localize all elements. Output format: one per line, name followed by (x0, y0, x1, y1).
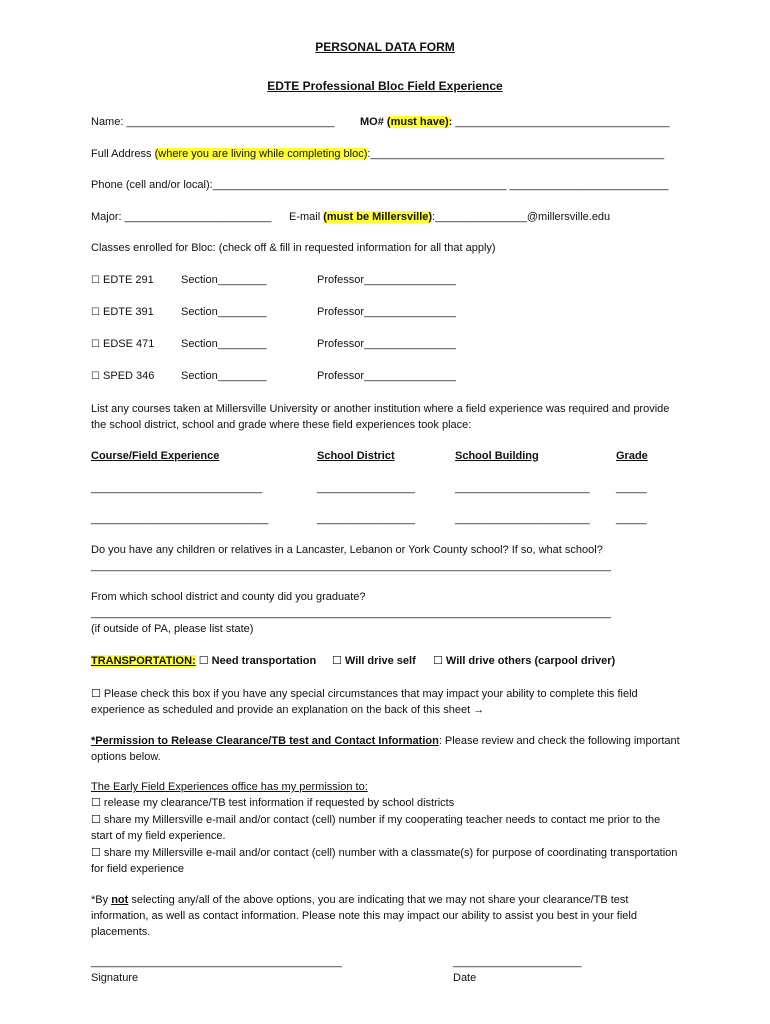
experience-building-field[interactable]: ______________________ (455, 482, 590, 494)
experience-grade-field[interactable]: _____ (616, 513, 647, 525)
permission-paragraph (91, 733, 681, 765)
class-course: EDTE 391 (103, 306, 154, 318)
class-course: SPED 346 (103, 370, 155, 382)
major-row (91, 210, 271, 224)
header-school-district: School District (317, 450, 395, 462)
class-row-sped-346 (91, 369, 154, 384)
relatives-question: Do you have any children or relatives in a Lancaster, Lebanon or York County school? If so, what school? (91, 544, 603, 556)
class-section-field[interactable]: Section________ (181, 370, 267, 382)
transport-need-checkbox[interactable]: ☐ Need transportation (198, 655, 317, 667)
classes-instruction: Classes enrolled for Bloc: (check off & fill in requested information for all that apply) (91, 242, 496, 254)
email-required-note: (must be Millersville) (323, 211, 433, 223)
permission-release-clearance-checkbox[interactable]: ☐ release my clearance/TB test information if requested by school districts (91, 797, 455, 809)
class-professor-field[interactable]: Professor_______________ (317, 306, 456, 318)
permission-share-teacher-checkbox[interactable]: ☐ share my Millersville e-mail and/or contact (cell) number if my cooperating teacher needs to contact me prior to the start of my field experience. (91, 814, 661, 842)
mo-label: MO# (360, 116, 384, 128)
class-row-edse-471 (91, 337, 154, 352)
name-field[interactable]: __________________________________ (126, 116, 335, 128)
transport-drive-others-checkbox[interactable]: ☐ Will drive others (carpool driver) (433, 655, 616, 667)
district-answer-field[interactable]: _____________________________________________________________________________________ (91, 607, 612, 619)
special-circumstances-checkbox[interactable]: ☐ Please check this box if you have any special circumstances that may impact your ability to complete this field experience as scheduled and provide an explanation on the back of this sheet → (91, 688, 638, 716)
class-professor-field[interactable]: Professor_______________ (317, 274, 456, 286)
signature-label: Signature (91, 972, 139, 984)
email-label: E-mail (289, 211, 321, 223)
permission-note: *By not selecting any/all of the above options, you are indicating that we may not share your clearance/TB test information, as well as contact information. Please note this may impact our ability to assist you best in your field placements. (91, 894, 637, 938)
permission-heading: *Permission to Release Clearance/TB test and Contact Information (91, 735, 439, 747)
class-section-field[interactable]: Section________ (181, 274, 267, 286)
class-professor-field[interactable]: Professor_______________ (317, 338, 456, 350)
experience-instruction: List any courses taken at Millersville University or another institution where a field experience was required and provide the school district, school and grade where these field experiences took place: (91, 403, 670, 431)
major-field[interactable]: ________________________ (124, 211, 272, 223)
major-label: Major: (91, 211, 122, 223)
name-label: Name: (91, 116, 124, 128)
checkbox-icon[interactable]: ☐ (91, 371, 100, 382)
date-label: Date (453, 972, 477, 984)
permission-note-emphasis: not (111, 894, 129, 906)
permission-intro: The Early Field Experiences office has my permission to: (91, 781, 368, 793)
experience-course-field[interactable]: ____________________________ (91, 482, 263, 494)
phone-row (91, 178, 668, 192)
header-school-building: School Building (455, 450, 539, 462)
permission-heading-tail: : Please review and check the following important options below. (91, 735, 680, 763)
mo-field[interactable]: ___________________________________ (452, 116, 670, 128)
address-label: Full Address (91, 148, 152, 160)
class-professor-field[interactable]: Professor_______________ (317, 370, 456, 382)
header-course-field-experience: Course/Field Experience (91, 450, 220, 462)
transport-drive-self-checkbox[interactable]: ☐ Will drive self (332, 655, 416, 667)
permission-share-classmate-checkbox[interactable]: ☐ share my Millersville e-mail and/or contact (cell) number with a classmate(s) for purpose of coordinating transportation for field experience (91, 847, 678, 875)
class-row-edte-391 (91, 305, 154, 320)
date-field[interactable]: _____________________ (453, 956, 582, 968)
mo-row: MO# (must have): ___________________________________ (360, 116, 670, 128)
phone-field[interactable]: ________________________________________________ __________________________ (212, 179, 669, 191)
address-row (91, 147, 664, 161)
email-field[interactable]: :_______________@millersville.edu (432, 211, 611, 223)
class-course: EDTE 291 (103, 274, 154, 286)
form-title: PERSONAL DATA FORM (315, 40, 455, 54)
transportation-label: TRANSPORTATION: (91, 655, 196, 667)
class-section-field[interactable]: Section________ (181, 338, 267, 350)
experience-course-field[interactable]: _____________________________ (91, 513, 269, 525)
address-note: (where you are living while completing bloc) (154, 148, 368, 160)
header-grade: Grade (616, 450, 648, 462)
address-field[interactable]: :________________________________________________ (367, 148, 665, 160)
experience-building-field[interactable]: ______________________ (455, 513, 590, 525)
signature-field[interactable]: _________________________________________ (91, 956, 342, 968)
checkbox-icon[interactable]: ☐ (91, 275, 100, 286)
phone-label: Phone (cell and/or local): (91, 179, 213, 191)
checkbox-icon[interactable]: ☐ (91, 307, 100, 318)
experience-grade-field[interactable]: _____ (616, 482, 647, 494)
district-question: From which school district and county did you graduate? (91, 591, 366, 603)
district-note: (if outside of PA, please list state) (91, 623, 254, 635)
relatives-answer-field[interactable]: _____________________________________________________________________________________ (91, 560, 612, 572)
class-row-edte-291 (91, 273, 154, 288)
class-course: EDSE 471 (103, 338, 155, 350)
name-row (91, 115, 334, 129)
email-row (289, 210, 610, 224)
checkbox-icon[interactable]: ☐ (91, 339, 100, 350)
experience-district-field[interactable]: ________________ (317, 513, 415, 525)
experience-district-field[interactable]: ________________ (317, 482, 415, 494)
class-section-field[interactable]: Section________ (181, 306, 267, 318)
mo-required-note: (must have) (386, 116, 449, 128)
form-subtitle: EDTE Professional Bloc Field Experience (267, 79, 503, 93)
transportation-row (91, 654, 316, 668)
